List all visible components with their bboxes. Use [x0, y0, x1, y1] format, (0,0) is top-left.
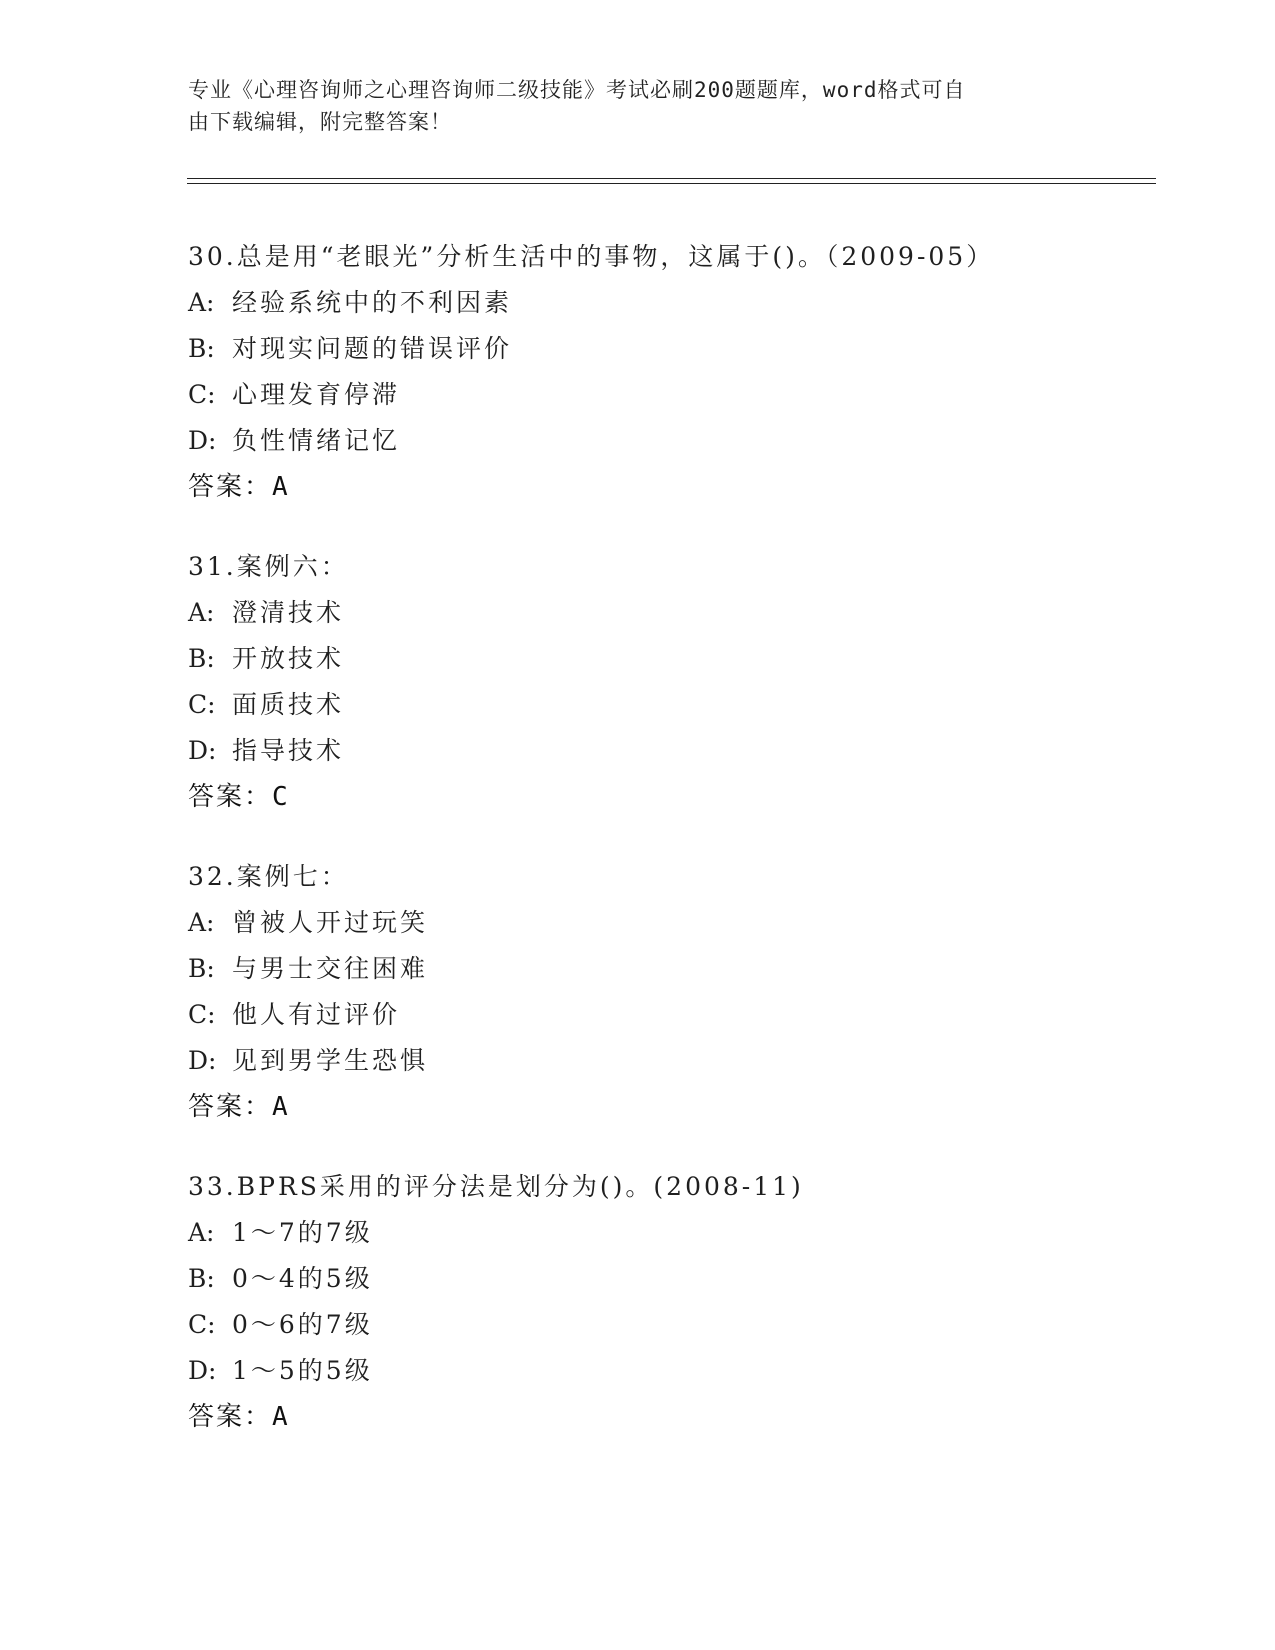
option-text: 指导技术 [232, 736, 345, 765]
option-a [188, 900, 1148, 946]
header-line-2: 由下载编辑，附完整答案！ [188, 110, 452, 134]
question-stem: 32.案例七： [188, 862, 349, 891]
option-text: 澄清技术 [232, 598, 345, 627]
option-text: 经验系统中的不利因素 [232, 288, 513, 317]
question-stem: 31.案例六： [188, 552, 349, 581]
header-line-1: 专业《心理咨询师之心理咨询师二级技能》考试必刷200题题库，word格式可自 [188, 78, 966, 102]
option-text: 0～4的5级 [232, 1264, 373, 1293]
option-key: B: [188, 334, 215, 363]
question-stem: 30.总是用“老眼光”分析生活中的事物，这属于()。（2009-05） [188, 242, 995, 271]
option-d [188, 728, 1148, 774]
option-text: 开放技术 [232, 644, 345, 673]
option-key: D: [188, 1046, 217, 1075]
option-key: C: [188, 690, 216, 719]
answer-line [188, 1394, 1148, 1440]
answer-label: 答案： [188, 1402, 273, 1432]
option-text: 曾被人开过玩笑 [232, 908, 429, 937]
option-c [188, 372, 1148, 418]
option-text: 面质技术 [232, 690, 345, 719]
option-key: D: [188, 426, 217, 455]
answer-label: 答案： [188, 472, 273, 502]
option-key: D: [188, 736, 217, 765]
option-key: C: [188, 1310, 216, 1339]
option-a [188, 590, 1148, 636]
option-c [188, 992, 1148, 1038]
option-a [188, 1210, 1148, 1256]
option-b [188, 326, 1148, 372]
option-key: C: [188, 1000, 216, 1029]
option-text: 他人有过评价 [232, 1000, 401, 1029]
question-stem: 33.BPRS采用的评分法是划分为()。(2008-11) [188, 1172, 804, 1201]
option-c [188, 682, 1148, 728]
option-key: B: [188, 1264, 215, 1293]
option-key: B: [188, 644, 215, 673]
answer-label: 答案： [188, 782, 273, 812]
header-divider-bottom [187, 183, 1156, 184]
option-text: 见到男学生恐惧 [232, 1046, 429, 1075]
answer-value: A [272, 1402, 288, 1432]
option-key: D: [188, 1356, 217, 1385]
question-30 [188, 234, 1148, 510]
question-33 [188, 1164, 1148, 1440]
answer-line [188, 1084, 1148, 1130]
option-d [188, 418, 1148, 464]
answer-value: A [272, 472, 288, 502]
option-key: C: [188, 380, 216, 409]
option-key: A: [188, 288, 215, 317]
option-key: B: [188, 954, 215, 983]
answer-label: 答案： [188, 1092, 273, 1122]
answer-line [188, 464, 1148, 510]
option-b [188, 1256, 1148, 1302]
option-key: A: [188, 598, 215, 627]
answer-value: C [272, 782, 288, 812]
option-d [188, 1348, 1148, 1394]
option-key: A: [188, 908, 215, 937]
header-divider-top [187, 178, 1156, 179]
question-31 [188, 544, 1148, 820]
option-d [188, 1038, 1148, 1084]
question-32 [188, 854, 1148, 1130]
option-b [188, 636, 1148, 682]
option-text: 1～5的5级 [232, 1356, 373, 1385]
option-text: 对现实问题的错误评价 [232, 334, 513, 363]
option-text: 负性情绪记忆 [232, 426, 401, 455]
option-c [188, 1302, 1148, 1348]
option-text: 心理发育停滞 [232, 380, 401, 409]
option-text: 与男士交往困难 [232, 954, 429, 983]
answer-line [188, 774, 1148, 820]
question-list [188, 234, 1148, 1474]
option-b [188, 946, 1148, 992]
option-a [188, 280, 1148, 326]
option-text: 1～7的7级 [232, 1218, 373, 1247]
option-key: A: [188, 1218, 215, 1247]
answer-value: A [272, 1092, 288, 1122]
option-text: 0～6的7级 [232, 1310, 373, 1339]
document-header [188, 74, 1078, 138]
